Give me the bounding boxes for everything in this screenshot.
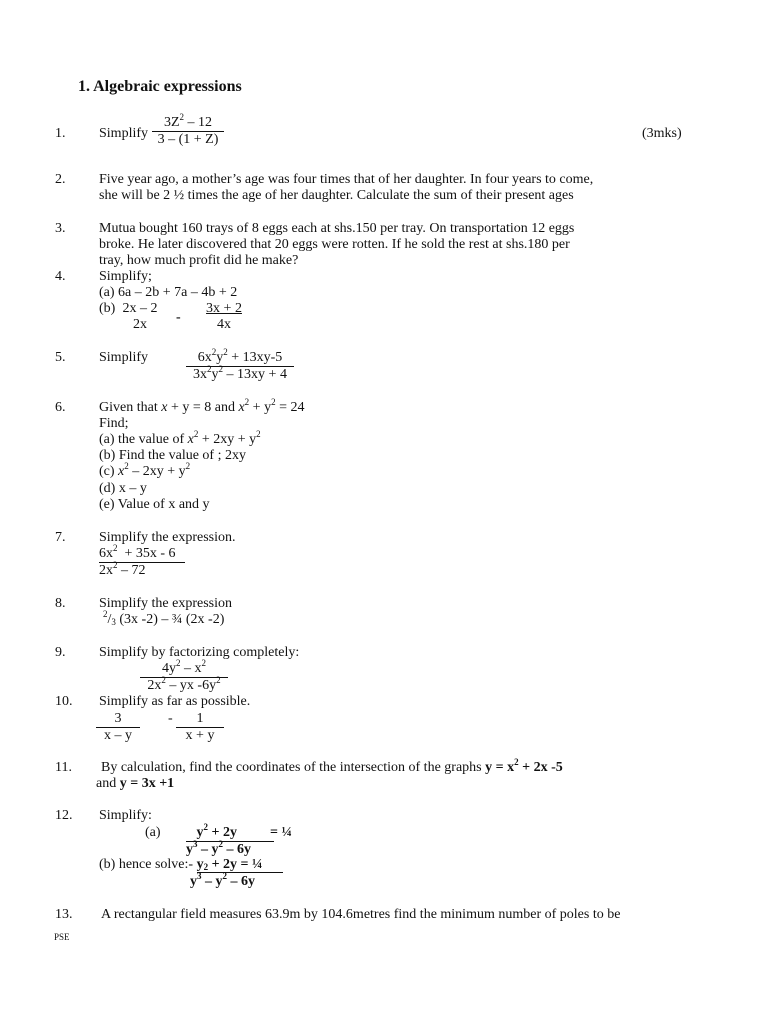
q12-a-equals: = ¼ bbox=[270, 825, 292, 840]
q6-part-d: (d) x – y bbox=[99, 481, 147, 496]
q10-left-fraction bbox=[96, 711, 140, 744]
question-number-9: 9. bbox=[55, 645, 66, 660]
q8-text: Simplify the expression bbox=[99, 596, 232, 611]
question-number-4: 4. bbox=[55, 269, 66, 284]
q11-line2-text: and bbox=[96, 776, 120, 791]
q12-a-denominator: $y^3 - y^2 - 6y$ bbox=[186, 841, 274, 858]
q9-denominator: $2x^2$ – yx $-6y^2$ bbox=[140, 677, 228, 694]
q10-right-denominator: x + y bbox=[176, 727, 224, 744]
q7-denominator: $2x^2 - 72$ bbox=[99, 562, 185, 579]
q4-b-left-denominator: 2x bbox=[133, 317, 147, 332]
q2-line2: she will be 2 ½ times the age of her daughter. Calculate the sum of their present ages bbox=[99, 188, 574, 203]
question-number-3: 3. bbox=[55, 221, 66, 236]
q12-a-numerator: $y^2 + 2y$ bbox=[186, 822, 237, 840]
q12-part-a-label: (a) bbox=[145, 825, 161, 840]
q7-text: Simplify the expression. bbox=[99, 530, 236, 545]
q4-text: Simplify; bbox=[99, 269, 152, 284]
q8-expression: $^2/_3$ (3x -2) – ¾ (2x -2) bbox=[103, 609, 225, 627]
q6-find: Find; bbox=[99, 416, 129, 431]
q12-b-denominator: $y^3 - y^2 - 6y$ bbox=[190, 871, 255, 889]
q5-text: Simplify bbox=[99, 350, 149, 365]
q10-text: Simplify as far as possible. bbox=[99, 694, 251, 709]
question-number-1: 1. bbox=[55, 126, 66, 141]
q13-line1: A rectangular field measures 63.9m by 104.6metres find the minimum number of poles to be bbox=[101, 907, 621, 922]
q3-line2: broke. He later discovered that 20 eggs were rotten. If he sold the rest at shs.180 per bbox=[99, 237, 570, 252]
question-number-7: 7. bbox=[55, 530, 66, 545]
q8-expression-rest: (3x -2) – ¾ (2x -2) bbox=[115, 612, 225, 627]
q1-denominator: 3 – (1 + Z) bbox=[152, 131, 224, 148]
q12-text: Simplify: bbox=[99, 808, 152, 823]
q4-part-a: (a) 6a – 2b + 7a – 4b + 2 bbox=[99, 285, 238, 300]
q10-right-numerator: 1 bbox=[196, 711, 204, 726]
q6-part-c: (c) $x^2 - 2xy + y^2$ bbox=[99, 461, 191, 479]
section-heading: 1. Algebraic expressions bbox=[78, 78, 242, 95]
question-number-8: 8. bbox=[55, 596, 66, 611]
q12-part-b-text: (b) hence solve:- bbox=[99, 857, 197, 872]
q4-b-right-fraction bbox=[200, 301, 248, 333]
q5-denominator: $3x^2y^2 - 13xy + 4$ bbox=[186, 366, 294, 383]
q1-fraction bbox=[152, 112, 224, 148]
q6-part-e: (e) Value of x and y bbox=[99, 497, 210, 512]
q10-minus: - bbox=[168, 711, 173, 726]
question-number-12: 12. bbox=[55, 808, 73, 823]
q11-line1: By calculation, find the coordinates of the intersection of the graphs $y = x^2 + 2x$ -5 bbox=[101, 757, 563, 775]
q4-b-minus: - bbox=[176, 310, 181, 325]
q11-line2: and y = 3x +1 bbox=[96, 776, 175, 791]
q9-fraction bbox=[140, 658, 228, 694]
q4-b-left-numerator: 2x – 2 bbox=[122, 301, 158, 316]
question-number-2: 2. bbox=[55, 172, 66, 187]
question-number-10: 10. bbox=[55, 694, 73, 709]
q4-b-left-fraction bbox=[120, 301, 160, 333]
question-number-6: 6. bbox=[55, 400, 66, 415]
q9-text: Simplify by factorizing completely: bbox=[99, 645, 300, 660]
q3-line1: Mutua bought 160 trays of 8 eggs each at shs.150 per tray. On transportation 12 eggs bbox=[99, 221, 575, 236]
q12-part-b: (b) hence solve:- $y_2 + 2y$ = ¼ bbox=[99, 857, 283, 873]
q11-line1-text: By calculation, find the coordinates of the intersection of the graphs bbox=[101, 760, 486, 775]
q1-numerator: $3Z^2 - 12$ bbox=[163, 112, 213, 130]
q12-a-fraction bbox=[186, 822, 274, 858]
q2-line1: Five year ago, a mother’s age was four times that of her daughter. In four years to come, bbox=[99, 172, 594, 187]
footer-label: PSE bbox=[54, 932, 70, 942]
q6-part-b: (b) Find the value of ; 2xy bbox=[99, 448, 246, 463]
q4-b-right-denominator: 4x bbox=[217, 317, 231, 332]
q3-line3: tray, how much profit did he make? bbox=[99, 253, 299, 268]
question-number-13: 13. bbox=[55, 907, 73, 922]
q10-right-fraction bbox=[176, 711, 224, 744]
question-number-5: 5. bbox=[55, 350, 66, 365]
q5-fraction bbox=[186, 347, 294, 383]
q4-part-b-label: (b) bbox=[99, 301, 116, 316]
question-number-11: 11. bbox=[55, 760, 72, 775]
q1-marks: (3mks) bbox=[642, 126, 682, 141]
q10-left-denominator: x – y bbox=[96, 727, 140, 744]
q5-numerator: $6x^2y^2 + 13xy-5$ bbox=[197, 347, 283, 365]
q4-b-right-numerator: 3x + 2 bbox=[206, 301, 242, 316]
q7-fraction bbox=[99, 543, 185, 579]
q6-part-a: (a) the value of $x^2 + 2xy + y^2$ bbox=[99, 429, 261, 447]
q6-given: Given that x + y = 8 and $x^2 + y^2 = 24$ bbox=[99, 397, 305, 415]
q1-text: Simplify bbox=[99, 126, 149, 141]
q7-numerator: $6x^2 + 35x - 6$ bbox=[99, 543, 176, 561]
q10-left-numerator: 3 bbox=[114, 711, 122, 726]
q9-numerator: $4y^2 - x^2$ bbox=[162, 658, 206, 676]
